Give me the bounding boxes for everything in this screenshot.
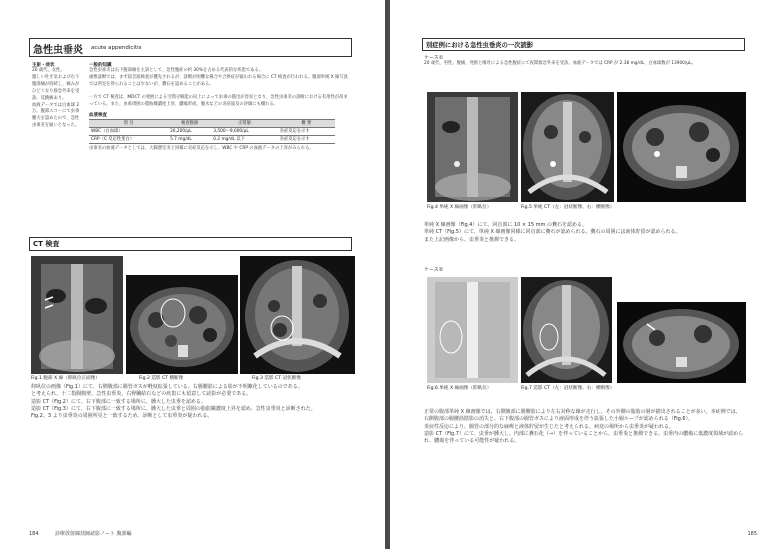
case1-label: ケース① [424, 55, 444, 61]
body-line: Fig.2、3 より虫垂炎の周囲所見と一致するため、診断として虫垂炎が疑われる。 [31, 413, 213, 420]
lab-row [89, 135, 335, 143]
right-heading: 別症例における急性虫垂炎の一次読影 [426, 42, 534, 49]
case1-body-line: 単純 CT（Fig.5）にて、単純 X 線画像同様に回盲部に糞石が認められる。糞石の周囲には液体貯留が認められる。 [424, 229, 681, 236]
body-line: 造影 CT（Fig.3）にて、右下腹部に一致する場所に、腫大した虫垂と周囲の脂肪織濃度上昇を認め、急性虫垂炎と診断された。 [31, 405, 316, 412]
lab-table [89, 119, 335, 144]
case2-label: ケース② [424, 267, 444, 273]
fig5-ct-coronal-image [521, 92, 614, 202]
lab-header-row [89, 119, 335, 127]
lab-col-normal: 正常値 [211, 119, 277, 127]
knowledge-column [89, 62, 351, 152]
ct-heading-box [29, 237, 352, 251]
xray-graphic [31, 256, 123, 374]
ct-coronal-graphic [521, 92, 614, 202]
case2-body [424, 409, 746, 445]
fig2-caption: Fig.2 造影 CT 横断像 [139, 376, 184, 381]
disease-title-box [29, 38, 352, 57]
case-line: 血液データでは白血球 2万。腹部エコーにて虫垂腫大を認めたので、急性虫垂炎を疑いとなった。 [32, 102, 80, 129]
lab-cell: 炎症反応を示す [278, 135, 335, 143]
fig1-caption: Fig.1 腹部 X 線（仰臥位正面像） [31, 376, 100, 381]
fig6-xray-image [427, 277, 518, 383]
right-heading-box [422, 38, 745, 51]
case1-body-line: また上記画像から、虫垂炎と推測できる。 [424, 236, 520, 243]
case2-body-line: 正常の腹部単純 X 線画像では、右側腹部に腸腰筋により左右対称な線が走行し、その外側の脂肪の層が描出されることが多い。本症例では、 [424, 409, 741, 415]
lab-row [89, 127, 335, 135]
case-heading: 主訴・症状 [32, 63, 55, 68]
ct-axial-graphic [617, 302, 746, 383]
fig3-caption: Fig.3 造影 CT 冠状断像 [252, 376, 301, 381]
fig5-caption: Fig.5 単純 CT（左：冠状断像、右：横断像） [521, 205, 615, 210]
fig4-caption: Fig.4 単純 X 線画像（仰臥位） [427, 205, 492, 210]
fig7-caption: Fig.7 造影 CT（左：冠状断像、右：横断像） [521, 386, 615, 391]
fig7-ct-coronal-image [521, 277, 612, 383]
disease-title-en: acute appendicitis [91, 45, 142, 51]
right-page-number: 185 [747, 531, 757, 537]
case-line: 20 歳代、女性。 [32, 68, 65, 73]
ct-axial-graphic [617, 92, 746, 202]
disease-title-ja: 急性虫垂炎 [33, 45, 83, 56]
body-line: と考えられ、十二指腸腹壁、急性虫垂炎、右腎臓結石などの疾患にも留意して読影が必要である。 [31, 391, 252, 398]
fig6-caption: Fig.6 単純 X 線画像（仰臥位） [427, 386, 492, 391]
lab-cell: WBC（白血球） [89, 127, 168, 135]
knowledge-heading: 一般的知識 [89, 63, 112, 68]
ct-heading: CT 検査 [33, 240, 60, 248]
case1-text: 20 歳代、男性。腹痛、発熱と嘔吐による急性腹症にて夜間救急外来を受診。血液データでは CRP が 2.38 mg/dL、白血球数が 13900/μL。 [424, 61, 696, 66]
lab-col-summary: 概 要 [278, 119, 335, 127]
case2-body-line: 炎症性反応により、腸管の部分的な麻痺と液体貯留が生じたと考えられる。病変の場所から虫垂炎が疑われる。 [424, 423, 675, 430]
left-page [0, 0, 385, 549]
fig7-ct-axial-image [617, 302, 746, 383]
case2-body-line: 造影 CT（Fig.7）にて、虫垂が腫大し、内部に糞石化（→）を伴っていることから、虫垂炎と推測できる。虫垂内の膿瘍に低濃度領域が認められ、膿瘍を伴っている可能性が疑われる。 [424, 430, 744, 445]
lab-note: 虫垂炎の血液データとしては、大腸憩室炎と同様に炎症反応を示し、WBC や CRP の血液データの上昇がみられる。 [89, 145, 314, 151]
lab-col-item: 項 目 [89, 119, 168, 127]
case1-block [424, 54, 744, 68]
fig2-ct-axial-image [126, 275, 238, 374]
lab-cell: 3,500〜9,000/μL [211, 127, 277, 135]
right-page [390, 0, 775, 549]
fig5-ct-axial-image [617, 92, 746, 202]
case-column [32, 62, 82, 130]
body-line: 造影 CT（Fig.2）にて、右下腹部に一致する場所に、腫大した虫垂を認める。 [31, 398, 206, 405]
fig4-xray-image [427, 92, 518, 202]
lab-col-value: 検査数値 [168, 119, 211, 127]
knowledge-paragraph: 急性虫垂炎は右下腹部痛を主訴として、急性腹症の約 30%を占める代表的な疾患である。 [89, 68, 264, 73]
ct-body-text [31, 384, 354, 420]
lab-cell: 炎症反応を示す [278, 127, 335, 135]
knowledge-paragraph: 一方で CT 検査は、MDCT の発展による空間分解能の向上によって虫垂の描出が容易となり、急性虫垂炎の診断における有用性が高まっている。また、虫垂周囲の脂肪織濃度上昇、膿瘍形成、腹水などの炎症波及の評価にも優れる。 [89, 94, 348, 107]
case1-body-line: 単純 X 線画像（Fig.4）にて、回盲部に 10 × 15 mm の糞石を認める。 [424, 222, 587, 228]
body-line: 仰臥位の画像（Fig.1）にて、右側腹部に腸管ガスが軽度拡張している。右腸腰筋による影が不明瞭化しているのである。 [31, 384, 303, 390]
lab-cell: 20,200/μL [168, 127, 211, 135]
xray-graphic [427, 92, 518, 202]
ct-coronal-graphic [521, 277, 612, 383]
ct-coronal-graphic [240, 256, 355, 374]
lab-cell: 0.2 mg/dL 以下 [211, 135, 277, 143]
case1-body [424, 222, 744, 244]
ct-axial-graphic [126, 275, 238, 374]
fig3-ct-coronal-image [240, 256, 355, 374]
left-page-number: 184 [29, 531, 39, 537]
lab-cell: 5.7 mg/dL [168, 135, 211, 143]
left-footer: 診療放射線技師読影ノート 腹部編 [55, 531, 132, 537]
case-line: 激しい吐き気および右下腹部痛が持続し、痛みがひどくなり救急外来を受診。反跳痛あり。 [32, 74, 80, 101]
lab-heading: 血液検査 [89, 112, 107, 118]
knowledge-paragraph: 画像診断では、まず超音波検査が優先されるが、診断が困難な場合や合併症が疑われる場合に CT 検査が行われる。腹部単純 X 線写真では所見を得られることは少ないが、糞石を認めることがある。 [89, 74, 348, 87]
lab-cell: CRP（C 反応性蛋白） [89, 135, 168, 143]
xray-graphic [427, 277, 518, 383]
case2-body-line: 右側腹部の腸腰筋陰影の消失と、右下腹部の腸管ガスにより液面形成を伴う拡張した小腸ループが認められる（Fig.6）。 [424, 416, 694, 423]
fig1-xray-image [31, 256, 123, 374]
